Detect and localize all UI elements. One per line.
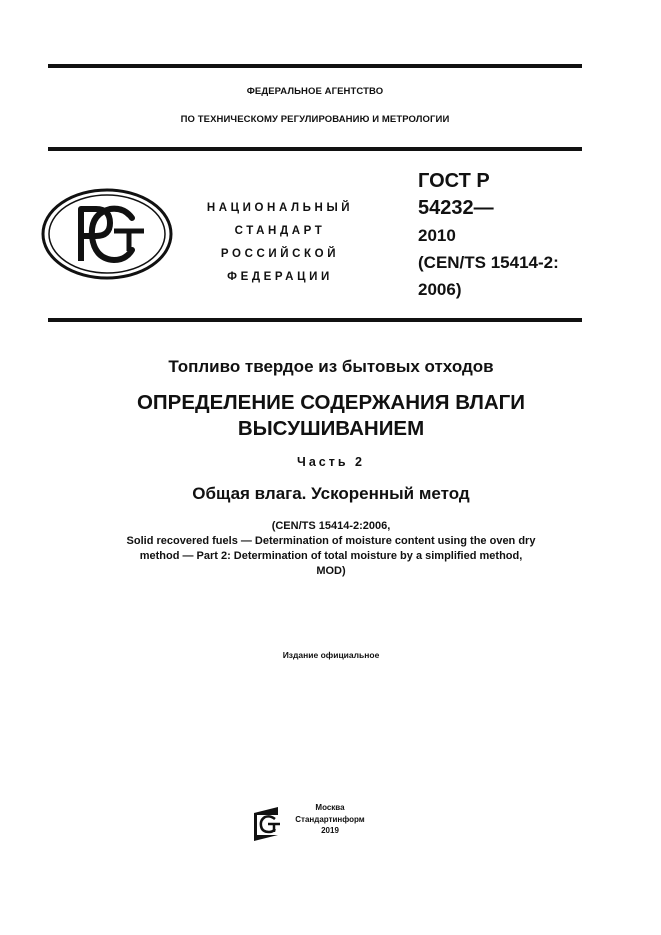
title-line-1: ОПРЕДЕЛЕНИЕ СОДЕРЖАНИЯ ВЛАГИ [136, 391, 526, 414]
rst-mark-icon [40, 187, 174, 281]
publisher-city: Москва [315, 803, 345, 812]
designation-line-3: 2010 [418, 226, 456, 245]
en-ref-line-2: Solid recovered fuels — Determination of moisture content using the oven dry [126, 535, 536, 547]
header-rule [48, 147, 582, 151]
national-line-4: ФЕДЕРАЦИИ [227, 271, 333, 283]
publisher-name: Стандартинформ [295, 814, 365, 824]
national-line-1: НАЦИОНАЛЬНЫЙ [206, 202, 354, 214]
top-rule [48, 64, 582, 68]
national-line-3: РОССИЙСКОЙ [220, 248, 340, 260]
standartinform-logo-icon [248, 805, 288, 843]
publisher-info [292, 802, 368, 837]
designation-line-5: 2006) [418, 280, 462, 299]
designation-line-4: (CEN/TS 15414-2: [418, 253, 559, 272]
en-reference [48, 519, 614, 579]
agency-line-1: ФЕДЕРАЛЬНОЕ АГЕНТСТВО [246, 86, 384, 97]
agency-line-2: ПО ТЕХНИЧЕСКОМУ РЕГУЛИРОВАНИЮ И МЕТРОЛОГИИ [180, 114, 450, 125]
standard-designation [418, 168, 588, 303]
designation-line-1: ГОСТ Р [418, 170, 490, 192]
part-label: Часть 2 [297, 455, 365, 469]
title-line-2: ВЫСУШИВАНИЕМ [237, 417, 425, 440]
document-title [48, 390, 614, 442]
en-ref-line-4: MOD) [316, 565, 346, 577]
part-name: Общая влага. Ускоренный метод [192, 484, 470, 503]
national-line-2: СТАНДАРТ [234, 225, 326, 237]
en-ref-line-3: method — Part 2: Determination of total moisture by a simplified method, [139, 550, 523, 562]
designation-line-2: 54232— [418, 197, 494, 219]
designation-rule [48, 318, 582, 322]
edition-label: Издание официальное [282, 650, 380, 660]
en-ref-line-1: (CEN/TS 15414-2:2006, [271, 520, 391, 532]
publisher-year: 2019 [321, 826, 339, 835]
national-standard-label [190, 197, 370, 289]
document-subtitle: Топливо твердое из бытовых отходов [168, 357, 494, 376]
